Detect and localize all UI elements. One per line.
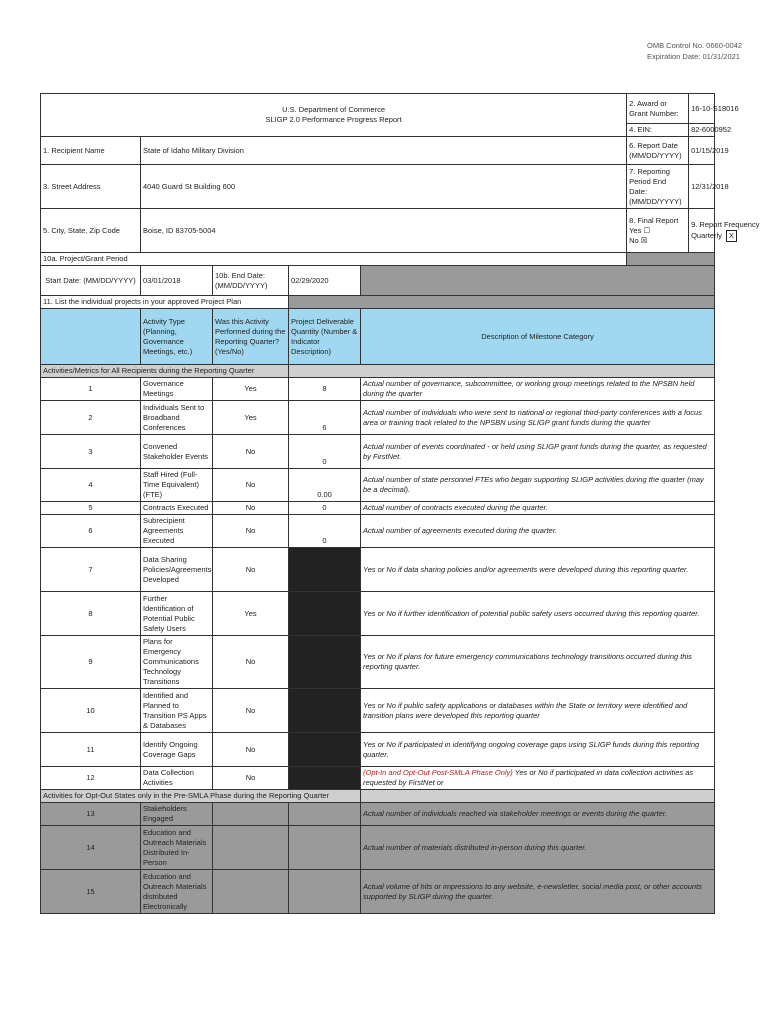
- ein-label: 4. EIN:: [627, 124, 689, 137]
- performed-value: Yes: [213, 401, 289, 435]
- final-no-label: No: [629, 235, 639, 245]
- period-label: 10a. Project/Grant Period: [41, 253, 627, 266]
- row-number: 4: [41, 469, 141, 502]
- omb-expiration: Expiration Date: 01/31/2021: [647, 52, 740, 61]
- table-row: [41, 689, 715, 733]
- table-row: [41, 826, 715, 870]
- activity-type: Convened Stakeholder Events: [141, 435, 213, 469]
- frequency-label: 9. Report Frequency: [691, 219, 760, 229]
- deliverable-qty: [289, 826, 361, 870]
- activity-type: Further Identification of Potential Public Safety Users: [141, 592, 213, 636]
- activity-type: Data Collection Activities: [141, 767, 213, 790]
- activity-type: Individuals Sent to Broadband Conferences: [141, 401, 213, 435]
- final-report-cell: [627, 209, 689, 253]
- award-value: 16-10-S18016: [689, 94, 715, 124]
- row-number: 13: [41, 803, 141, 826]
- recipient-label: 1. Recipient Name: [41, 137, 141, 165]
- final-yes-checkbox[interactable]: ☐: [643, 225, 651, 235]
- deliverable-qty: [289, 767, 361, 790]
- milestone-description: Yes or No if further identification of potential public safety users occurred during this reporting quarter.: [361, 592, 715, 636]
- section-opt-out: Activities for Opt-Out States only in the Pre-SMLA Phase during the Reporting Quarter: [41, 790, 361, 803]
- table-row: [41, 767, 715, 790]
- city-value: Boise, ID 83705-5004: [141, 209, 627, 253]
- row-number: 7: [41, 548, 141, 592]
- milestone-description: Yes or No if data sharing policies and/or agreements were developed during this reporting quarter.: [361, 548, 715, 592]
- milestone-description: Actual number of individuals who were sent to national or regional third-party conferences with a focus area or training track related to the NPSBN using SLIGP grant funds during the quarter: [361, 401, 715, 435]
- street-value: 4040 Guard St Building 600: [141, 165, 627, 209]
- end-date-value: 02/29/2020: [289, 266, 361, 296]
- report-date-label: 6. Report Date (MM/DD/YYYY): [627, 137, 689, 165]
- start-date-value: 03/01/2018: [141, 266, 213, 296]
- street-label: 3. Street Address: [41, 165, 141, 209]
- deliverable-qty: 8: [289, 378, 361, 401]
- performed-value: No: [213, 689, 289, 733]
- milestone-description: Yes or No if public safety applications or databases within the State or territory were identified and transition plans were developed this reporting quarter: [361, 689, 715, 733]
- projects-label: 11. List the individual projects in your approved Project Plan: [41, 296, 289, 309]
- activity-type: Subrecipient Agreements Executed: [141, 515, 213, 548]
- row-number: 2: [41, 401, 141, 435]
- col-performed: Was this Activity Performed during the Reporting Quarter? (Yes/No): [213, 309, 289, 365]
- frequency-value: Quarterly: [691, 230, 722, 240]
- row-number: 14: [41, 826, 141, 870]
- activity-type: Education and Outreach Materials distributed Electronically: [141, 870, 213, 914]
- activity-type: Stakeholders Engaged: [141, 803, 213, 826]
- milestone-description: Actual volume of hits or impressions to any website, e-newsletter, social media post, or other accounts supported by SLIGP during the quarter.: [361, 870, 715, 914]
- activity-type: Staff Hired (Full-Time Equivalent)(FTE): [141, 469, 213, 502]
- performed-value: No: [213, 733, 289, 767]
- deliverable-qty: 6: [289, 401, 361, 435]
- table-row: [41, 515, 715, 548]
- performed-value: No: [213, 548, 289, 592]
- activity-rows: [41, 378, 715, 790]
- performed-value: No: [213, 435, 289, 469]
- city-label: 5. City, State, Zip Code: [41, 209, 141, 253]
- milestone-description: Actual number of materials distributed in-person during this quarter.: [361, 826, 715, 870]
- performed-value: [213, 826, 289, 870]
- activity-type: Governance Meetings: [141, 378, 213, 401]
- row-number: 10: [41, 689, 141, 733]
- milestone-description: Actual number of governance, subcommittee, or working group meetings related to the NPSBN held during the quarter: [361, 378, 715, 401]
- frequency-checkbox[interactable]: X: [726, 230, 737, 242]
- shaded-cell: [627, 253, 715, 266]
- final-no-checkbox[interactable]: ☒: [640, 235, 648, 245]
- deliverable-qty: 0.00: [289, 469, 361, 502]
- start-date-label: Start Date: (MM/DD/YYYY): [41, 266, 141, 296]
- table-row: [41, 803, 715, 826]
- deliverable-qty: [289, 689, 361, 733]
- performed-value: [213, 803, 289, 826]
- deliverable-qty: [289, 803, 361, 826]
- omb-info: [647, 40, 742, 62]
- table-row: [41, 469, 715, 502]
- activity-type: Education and Outreach Materials Distributed In-Person: [141, 826, 213, 870]
- performed-value: Yes: [213, 592, 289, 636]
- table-row: [41, 502, 715, 515]
- table-row: [41, 378, 715, 401]
- table-row: [41, 592, 715, 636]
- row-number: 5: [41, 502, 141, 515]
- shaded-cell: [289, 296, 715, 309]
- table-row: [41, 733, 715, 767]
- milestone-description: (Opt-In and Opt-Out Post-SMLA Phase Only) Yes or No if participated in data collection activities as requested by FirstNet or: [361, 767, 715, 790]
- activity-type: Data Sharing Policies/Agreements Developed: [141, 548, 213, 592]
- performed-value: [213, 870, 289, 914]
- performed-value: No: [213, 767, 289, 790]
- activity-type: Identify Ongoing Coverage Gaps: [141, 733, 213, 767]
- progress-report-form: [40, 93, 760, 914]
- agency-name: U.S. Department of Commerce: [282, 105, 386, 114]
- deliverable-qty: [289, 592, 361, 636]
- ein-value: 82-6000952: [689, 124, 715, 137]
- performed-value: No: [213, 515, 289, 548]
- report-header: [41, 94, 627, 137]
- table-row: [41, 870, 715, 914]
- blank-header: [41, 309, 141, 365]
- deliverable-qty: 0: [289, 515, 361, 548]
- deliverable-qty: 0: [289, 435, 361, 469]
- col-activity-type: Activity Type (Planning, Governance Meetings, etc.): [141, 309, 213, 365]
- final-yes-label: Yes: [629, 225, 642, 235]
- deliverable-qty: [289, 636, 361, 689]
- period-end-label: 7. Reporting Period End Date: (MM/DD/YYYY): [627, 165, 689, 209]
- row-number: 6: [41, 515, 141, 548]
- report-title: SLIGP 2.0 Performance Progress Report: [265, 115, 402, 124]
- row-number: 8: [41, 592, 141, 636]
- performed-value: No: [213, 636, 289, 689]
- milestone-description: Actual number of state personnel FTEs who began supporting SLIGP activities during the quarter (may be a decimal).: [361, 469, 715, 502]
- row-number: 11: [41, 733, 141, 767]
- deliverable-qty: 0: [289, 502, 361, 515]
- recipient-value: State of Idaho Military Division: [141, 137, 627, 165]
- report-date-value: 01/15/2019: [689, 137, 715, 165]
- milestone-description: Actual number of agreements executed during the quarter.: [361, 515, 715, 548]
- milestone-description: Yes or No if plans for future emergency communications technology transitions occurred during this reporting quarter.: [361, 636, 715, 689]
- shaded-cell: [289, 365, 715, 378]
- milestone-description: Actual number of contracts executed during the quarter.: [361, 502, 715, 515]
- award-label: 2. Award or Grant Number:: [627, 94, 689, 124]
- performed-value: No: [213, 469, 289, 502]
- row-number: 9: [41, 636, 141, 689]
- milestone-note: (Opt-In and Opt-Out Post-SMLA Phase Only): [363, 768, 513, 777]
- table-row: [41, 636, 715, 689]
- shaded-cell: [361, 790, 715, 803]
- row-number: 15: [41, 870, 141, 914]
- section-all-recipients: Activities/Metrics for All Recipients during the Reporting Quarter: [41, 365, 289, 378]
- performed-value: No: [213, 502, 289, 515]
- opt-out-rows: [41, 803, 715, 914]
- milestone-description: Actual number of individuals reached via stakeholder meetings or events during the quarter.: [361, 803, 715, 826]
- milestone-description: Actual number of events coordinated - or held using SLIGP grant funds during the quarter, as requested by FirstNet.: [361, 435, 715, 469]
- table-row: [41, 401, 715, 435]
- final-report-label: 8. Final Report: [629, 215, 679, 225]
- deliverable-qty: [289, 870, 361, 914]
- activity-type: Identified and Planned to Transition PS Apps & Databases: [141, 689, 213, 733]
- row-number: 12: [41, 767, 141, 790]
- frequency-cell: [689, 209, 760, 253]
- row-number: 3: [41, 435, 141, 469]
- activity-type: Contracts Executed: [141, 502, 213, 515]
- table-row: [41, 435, 715, 469]
- omb-control-number: OMB Control No. 0660-0042: [647, 41, 743, 50]
- table-row: [41, 548, 715, 592]
- milestone-description: Yes or No if participated in identifying ongoing coverage gaps using SLIGP funds during this reporting quarter.: [361, 733, 715, 767]
- report-table: [40, 93, 760, 914]
- deliverable-qty: [289, 733, 361, 767]
- col-milestone: Description of Milestone Category: [361, 309, 715, 365]
- end-date-label: 10b. End Date: (MM/DD/YYYY): [213, 266, 289, 296]
- deliverable-qty: [289, 548, 361, 592]
- col-deliverable: Project Deliverable Quantity (Number & Indicator Description): [289, 309, 361, 365]
- performed-value: Yes: [213, 378, 289, 401]
- shaded-cell: [361, 266, 715, 296]
- period-end-value: 12/31/2018: [689, 165, 715, 209]
- row-number: 1: [41, 378, 141, 401]
- activity-type: Plans for Emergency Communications Technology Transitions: [141, 636, 213, 689]
